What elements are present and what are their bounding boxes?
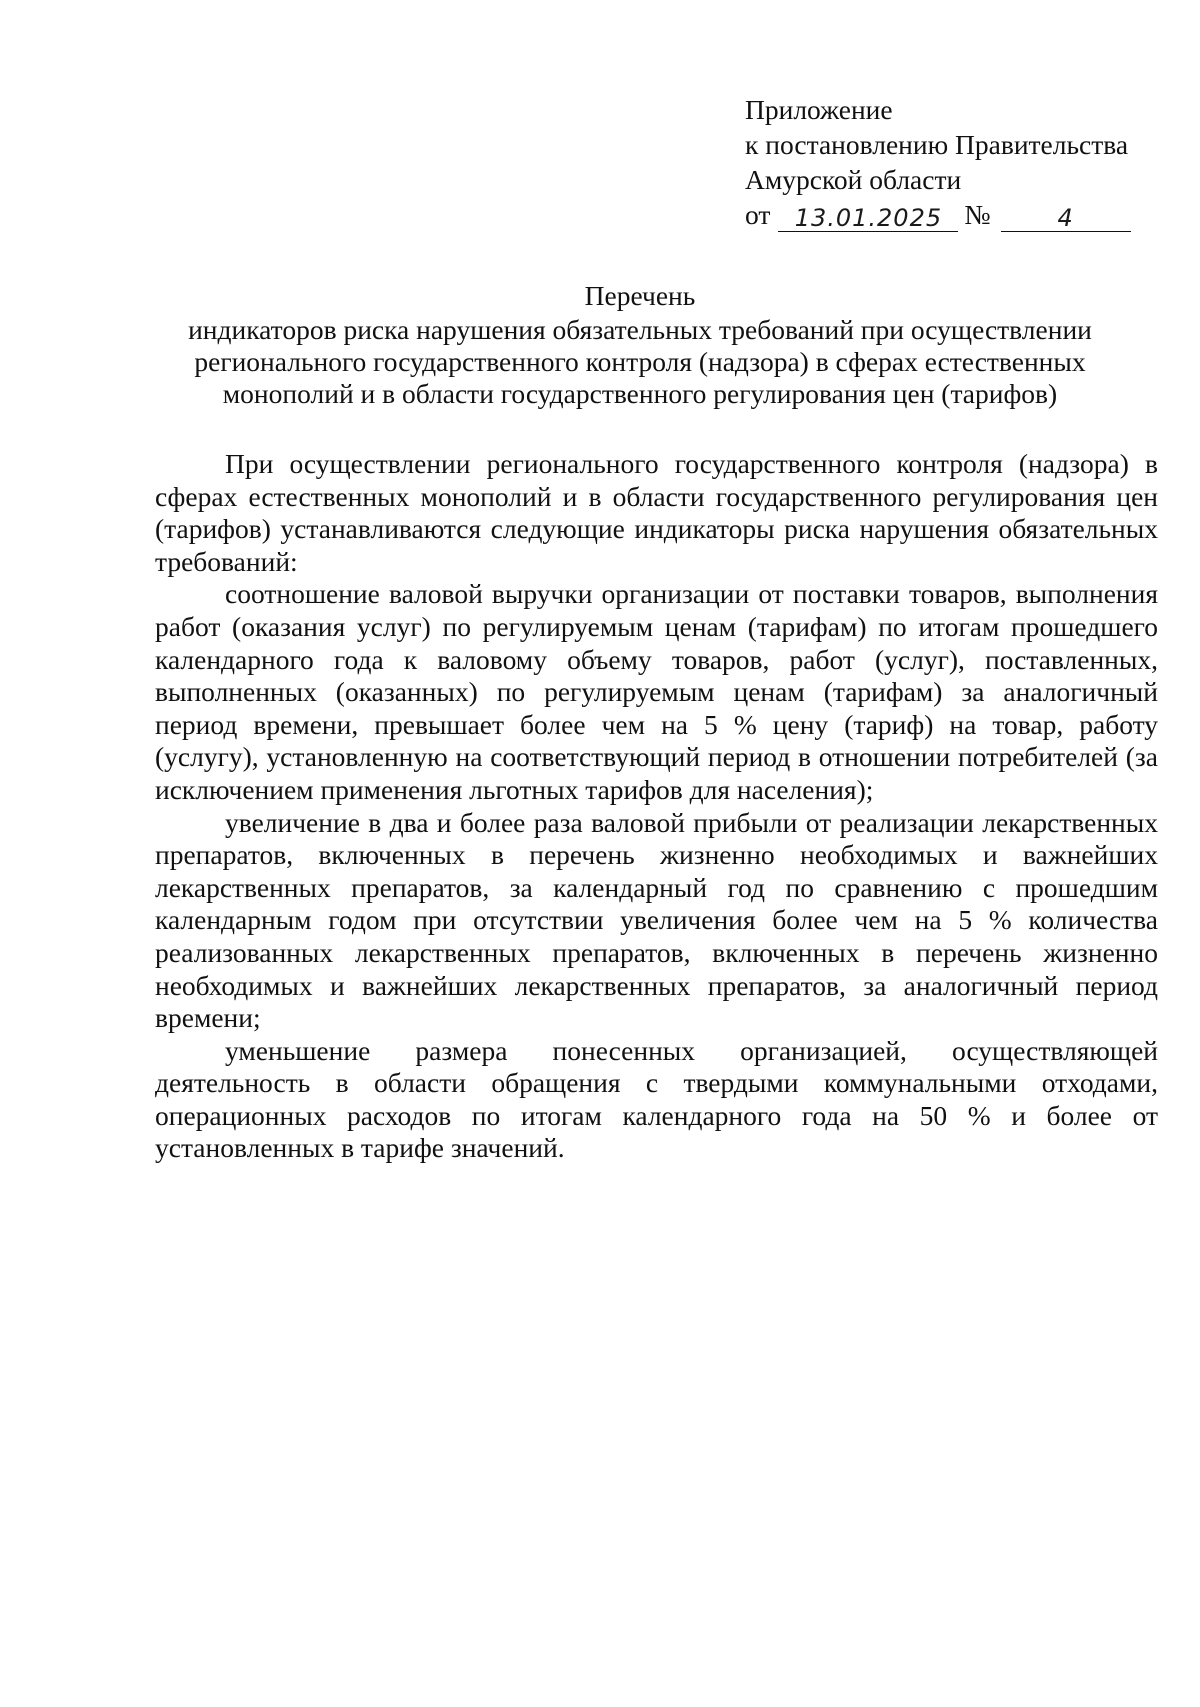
intro-paragraph: При осуществлении регионального государственного контроля (надзора) в сферах естественных монополий и в области государственного регулирования цен (тарифов) устанавливаются следующие индикаторы риска нарушения обязательных требований: — [155, 448, 1158, 577]
title-line-1: индикаторов риска нарушения обязательных требований при осуществлении — [188, 314, 1092, 345]
title-line-2: регионального государственного контроля (надзора) в сферах естественных — [194, 346, 1086, 377]
appendix-title: Приложение — [745, 94, 893, 125]
handwritten-date: 13.01.2025 — [794, 204, 943, 232]
number-sign: № — [964, 199, 991, 230]
appendix-header — [745, 92, 1165, 232]
title-line-3: монополий и в области государственного регулирования цен (тарифов) — [222, 378, 1058, 409]
indicator-paragraph-waste: уменьшение размера понесенных организацией, осуществляющей деятельность в области обращения с твердыми коммунальными отходами, операционных расходов по итогам календарного года на 50 % и более от установленных в тарифе значений. — [155, 1034, 1158, 1164]
handwritten-number: 4 — [1057, 204, 1074, 232]
date-prefix: от — [745, 199, 771, 230]
document-body — [155, 448, 1158, 1165]
number-field — [1001, 201, 1131, 232]
indicator-paragraph-revenue: соотношение валовой выручки организации от поставки товаров, выполнения работ (оказания услуг) по регулируемым ценам (тарифам) по итогам прошедшего календарного года к валовому объему товаров, работ (услуг), поставленных, выполненных (оказанных) по регулируемым ценам (тарифам) за аналогичный период времени, превышает более чем на 5 % цену (тариф) на товар, работу (услугу), установленную на соответствующий период в отношении потребителей (за исключением применения льготных тарифов для населения); — [155, 578, 1158, 805]
title-heading: Перечень — [584, 280, 696, 311]
appendix-region-line: Амурской области — [745, 164, 962, 195]
date-field — [778, 201, 958, 232]
appendix-reference-line — [745, 197, 1165, 232]
document-title — [140, 280, 1140, 410]
indicator-paragraph-medicines: увеличение в два и более раза валовой прибыли от реализации лекарственных препаратов, включенных в перечень жизненно необходимых и важнейших лекарственных препаратов, за календарный год по сравнению с прошедшим календарным годом при отсутствии увеличения более чем на 5 % количества реализованных лекарственных препаратов, включенных в перечень жизненно необходимых и важнейших лекарственных препаратов, за аналогичный период времени; — [155, 806, 1158, 1034]
appendix-resolution-line: к постановлению Правительства — [745, 129, 1129, 160]
